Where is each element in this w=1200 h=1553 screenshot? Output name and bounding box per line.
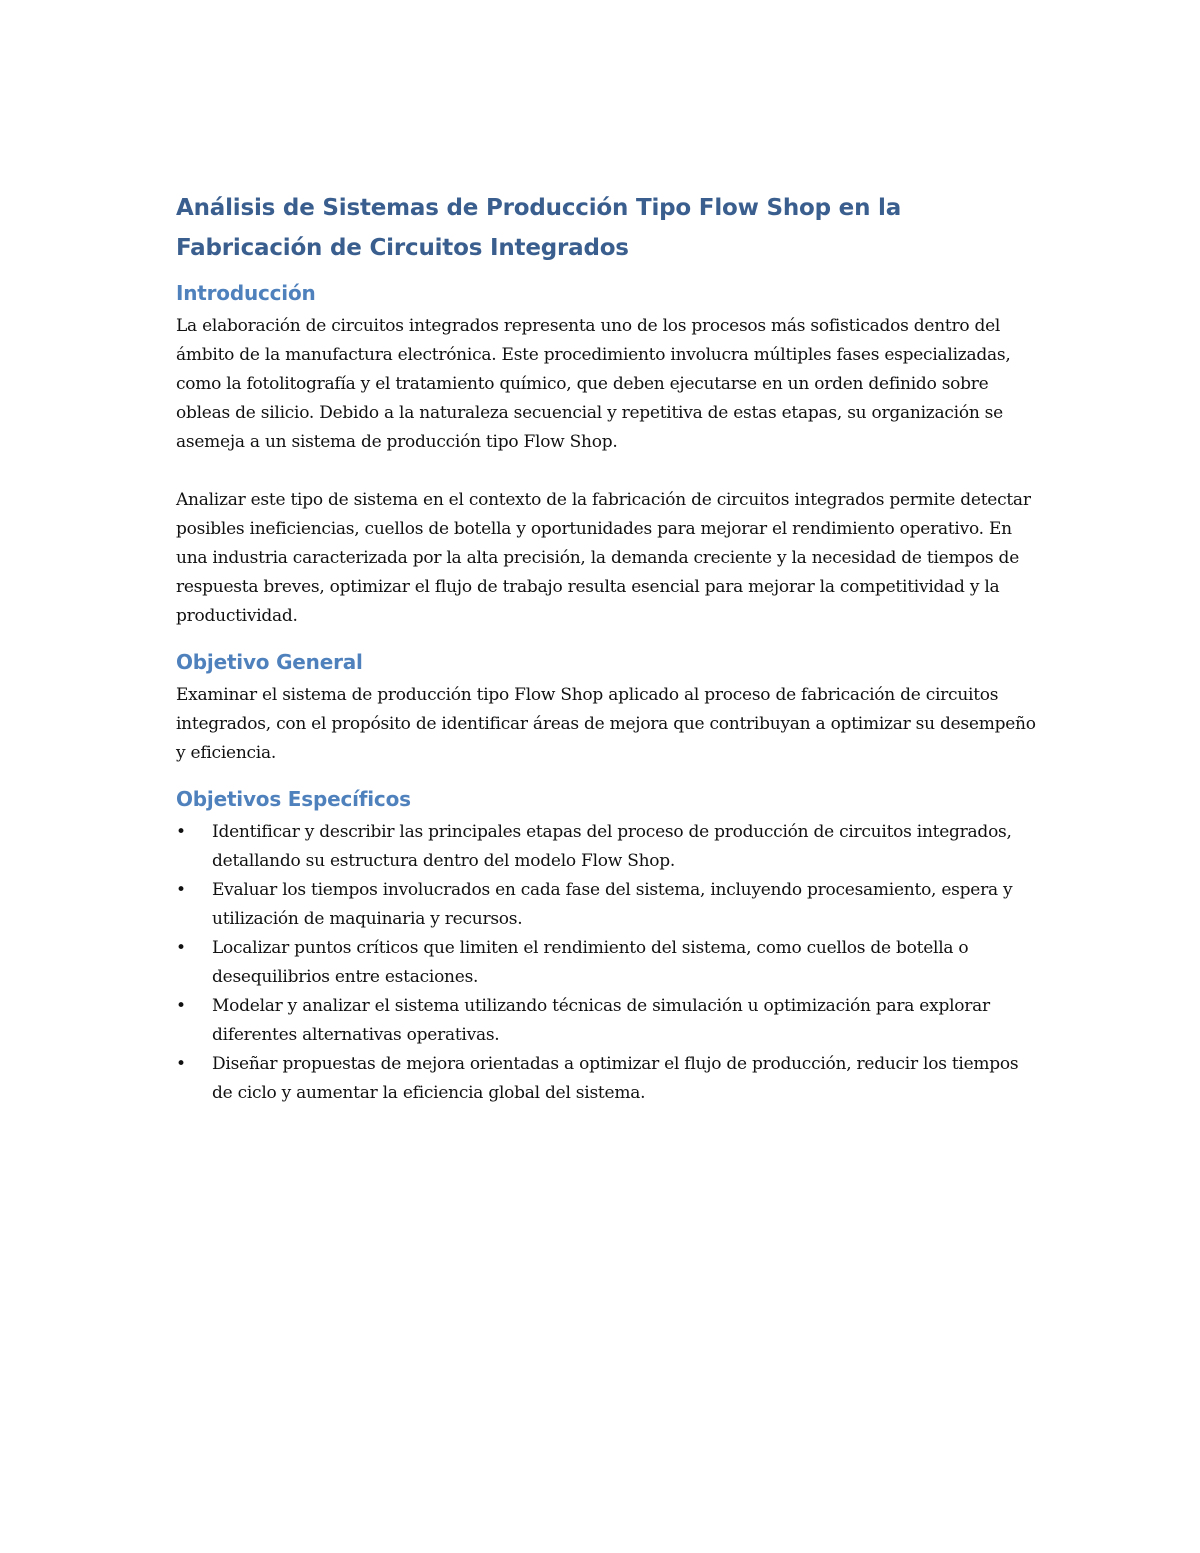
- bullet-icon: •: [176, 996, 186, 1016]
- list-item: [176, 934, 1036, 992]
- bullet-icon: •: [176, 880, 186, 900]
- document-body: [176, 188, 1036, 1108]
- general-objective-paragraph: Examinar el sistema de producción tipo Flow Shop aplicado al proceso de fabricación de circuitos integrados, con el propósito de identificar áreas de mejora que contribuyan a optimizar su desempeño y eficiencia.: [176, 685, 1036, 763]
- introduction-paragraph-2: Analizar este tipo de sistema en el contexto de la fabricación de circuitos integrados permite detectar posibles ineficiencias, cuellos de botella y oportunidades para mejorar el rendimiento operativo. En una industria caracterizada por la alta precisión, la demanda creciente y la necesidad de tiempos de respuesta breves, optimizar el flujo de trabajo resulta esencial para mejorar la competitividad y la productividad.: [176, 490, 1031, 626]
- bullet-icon: •: [176, 822, 186, 842]
- list-item-text: Localizar puntos críticos que limiten el rendimiento del sistema, como cuellos de botella o desequilibrios entre estaciones.: [212, 938, 969, 987]
- spacer: [176, 457, 1036, 486]
- list-item: [176, 992, 1036, 1050]
- spacer: [176, 768, 1036, 784]
- specific-objectives-heading: Objetivos Específicos: [176, 787, 411, 811]
- general-objective-heading: Objetivo General: [176, 650, 363, 674]
- specific-objectives-list: [176, 818, 1036, 1108]
- introduction-paragraph-1: La elaboración de circuitos integrados representa uno de los procesos más sofisticados dentro del ámbito de la manufactura electrónica. Este procedimiento involucra múltiples fases especializadas, como la fotolitografía y el tratamiento químico, que deben ejecutarse en un orden definido sobre obleas de silicio. Debido a la naturaleza secuencial y repetitiva de estas etapas, su organización se asemeja a un sistema de producción tipo Flow Shop.: [176, 316, 1011, 452]
- bullet-icon: •: [176, 938, 186, 958]
- document-title: Análisis de Sistemas de Producción Tipo Flow Shop en la Fabricación de Circuitos Integrados: [176, 195, 902, 261]
- list-item-text: Evaluar los tiempos involucrados en cada fase del sistema, incluyendo procesamiento, espera y utilización de maquinaria y recursos.: [212, 880, 1013, 929]
- bullet-icon: •: [176, 1054, 186, 1074]
- list-item: [176, 818, 1036, 876]
- spacer: [176, 631, 1036, 647]
- introduction-heading: Introducción: [176, 281, 316, 305]
- list-item-text: Modelar y analizar el sistema utilizando técnicas de simulación u optimización para explorar diferentes alternativas operativas.: [212, 996, 990, 1045]
- list-item: [176, 1050, 1036, 1108]
- list-item-text: Identificar y describir las principales etapas del proceso de producción de circuitos integrados, detallando su estructura dentro del modelo Flow Shop.: [212, 822, 1012, 871]
- list-item: [176, 876, 1036, 934]
- list-item-text: Diseñar propuestas de mejora orientadas a optimizar el flujo de producción, reducir los tiempos de ciclo y aumentar la eficiencia global del sistema.: [212, 1054, 1019, 1103]
